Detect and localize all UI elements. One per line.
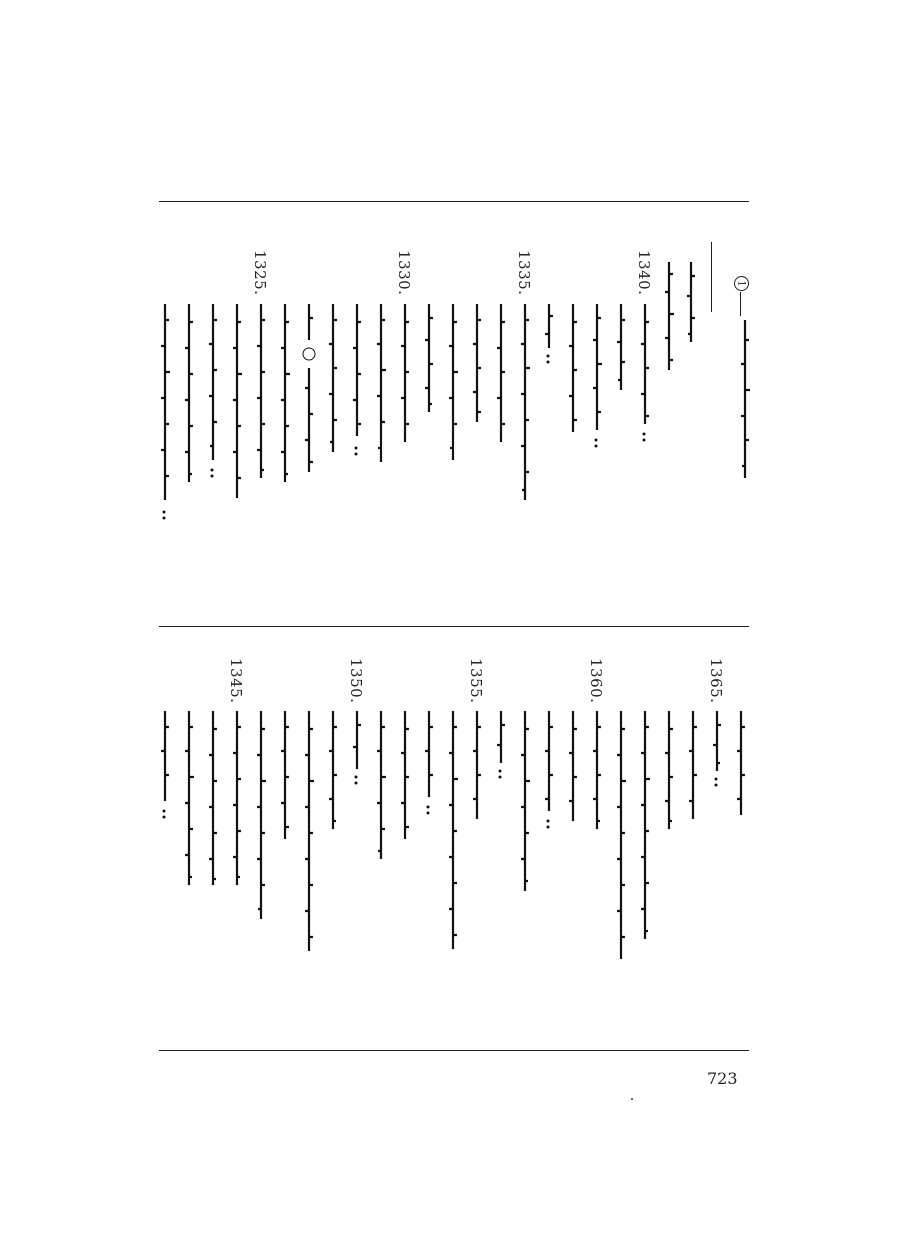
mongolian-script-glyphs xyxy=(710,711,724,791)
line-number: 1340. xyxy=(635,250,653,296)
mongolian-script-glyphs xyxy=(278,711,292,841)
line-number: 1360. xyxy=(587,658,605,704)
line-number: 1330. xyxy=(395,250,413,296)
mongolian-script-glyphs xyxy=(254,711,268,921)
mongolian-script-glyphs xyxy=(738,320,752,480)
mongolian-script-glyphs xyxy=(542,304,556,368)
line-number: 1365. xyxy=(707,658,725,704)
mongolian-script-glyphs xyxy=(684,262,698,344)
mongolian-script-glyphs xyxy=(206,711,220,887)
mongolian-script-glyphs xyxy=(374,711,388,861)
line-number: 1355. xyxy=(467,658,485,704)
mongolian-script-glyphs xyxy=(518,304,532,504)
footnote-separator xyxy=(711,242,712,312)
mongolian-script-glyphs xyxy=(494,711,508,781)
mongolian-script-glyphs xyxy=(614,711,628,961)
mongolian-script-glyphs xyxy=(326,711,340,831)
mongolian-script-glyphs xyxy=(566,304,580,434)
mongolian-script-glyphs xyxy=(638,304,652,444)
mongolian-script-glyphs xyxy=(182,711,196,887)
footnote-dash xyxy=(740,292,741,316)
mongolian-script-glyphs xyxy=(686,711,700,821)
mongolian-script-glyphs xyxy=(638,711,652,941)
mongolian-script-glyphs xyxy=(206,304,220,484)
line-number: 1350. xyxy=(347,658,365,704)
mongolian-script-glyphs xyxy=(734,711,748,817)
mongolian-script-glyphs xyxy=(302,304,316,474)
mongolian-script-glyphs xyxy=(398,304,412,444)
mongolian-script-glyphs xyxy=(518,711,532,893)
mongolian-script-glyphs xyxy=(614,304,628,394)
mongolian-script-glyphs xyxy=(230,711,244,887)
top-rule xyxy=(159,201,749,202)
line-number: 1345. xyxy=(227,658,245,704)
footnote-marker: 1 xyxy=(734,276,749,291)
mongolian-script-glyphs xyxy=(302,711,316,953)
bottom-rule xyxy=(159,1050,749,1051)
mongolian-script-glyphs xyxy=(446,304,460,462)
mongolian-script-glyphs xyxy=(182,304,196,484)
mongolian-script-glyphs xyxy=(326,304,340,454)
mongolian-script-glyphs xyxy=(662,262,676,372)
mongolian-script-glyphs xyxy=(422,711,436,821)
mongolian-script-glyphs xyxy=(494,304,508,444)
mongolian-script-glyphs xyxy=(590,304,604,454)
mongolian-script-glyphs xyxy=(230,304,244,500)
mongolian-script-glyphs xyxy=(350,304,364,464)
mongolian-script-glyphs xyxy=(446,711,460,951)
mongolian-script-glyphs xyxy=(350,711,364,791)
mongolian-script-glyphs xyxy=(470,304,484,424)
middle-rule xyxy=(159,626,749,627)
mongolian-script-glyphs xyxy=(566,711,580,823)
mongolian-script-glyphs xyxy=(398,711,412,841)
mongolian-script-glyphs xyxy=(158,711,172,821)
line-number: 1325. xyxy=(251,250,269,296)
page-number: 723 xyxy=(707,1069,738,1088)
mongolian-script-glyphs xyxy=(422,304,436,414)
mongolian-script-glyphs xyxy=(254,304,268,484)
line-number: 1335. xyxy=(515,250,533,296)
mongolian-script-glyphs xyxy=(542,711,556,831)
mongolian-script-glyphs xyxy=(278,304,292,484)
speck xyxy=(631,1098,633,1100)
mongolian-script-glyphs xyxy=(662,711,676,831)
mongolian-script-glyphs xyxy=(470,711,484,821)
mongolian-script-glyphs xyxy=(374,304,388,464)
mongolian-script-glyphs xyxy=(158,304,172,530)
mongolian-script-glyphs xyxy=(590,711,604,831)
